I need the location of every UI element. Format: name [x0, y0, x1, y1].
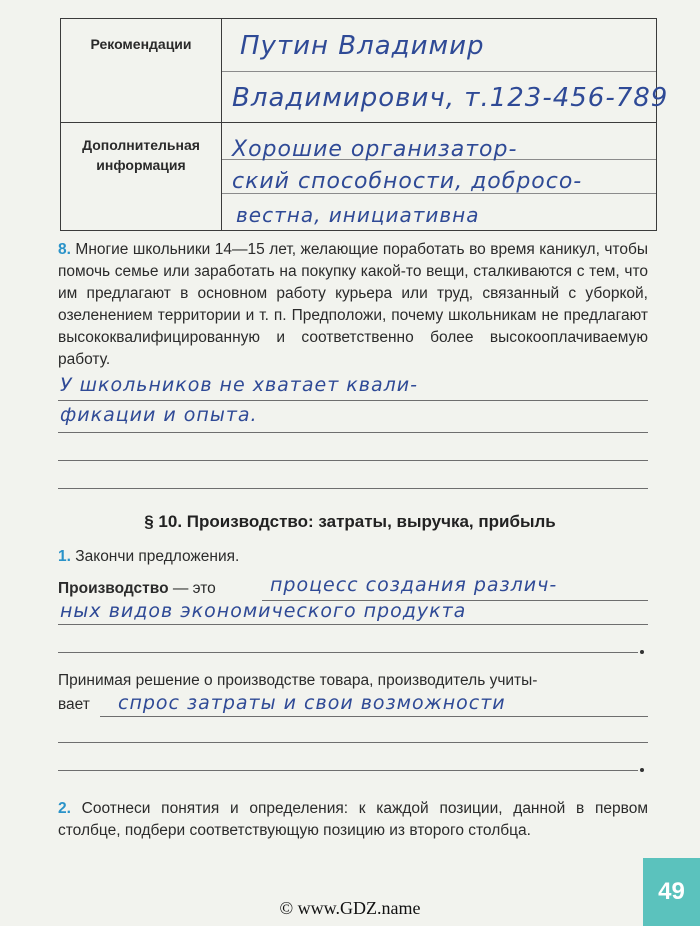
sentence-1 — [58, 580, 216, 598]
answer-line — [58, 488, 648, 489]
period-mark — [640, 650, 644, 654]
handwritten-text: Владимирович, т.123-456-789 — [232, 83, 669, 113]
answer-line — [58, 770, 638, 771]
answer-line — [58, 624, 648, 625]
task-number: 2. — [58, 800, 71, 817]
resume-table — [60, 18, 669, 231]
handwritten-text: Путин Владимир — [240, 31, 485, 61]
handwritten-text: ский способности, добросо- — [232, 169, 583, 194]
sentence-2: Принимая решение о производстве товара, производитель учиты- — [58, 672, 538, 689]
handwritten-text: вестна, инициативна — [236, 203, 480, 227]
answer-line — [58, 460, 648, 461]
task-number: 1. — [58, 548, 71, 565]
handwritten-answer: процесс создания различ- — [270, 574, 558, 596]
answer-line — [58, 652, 638, 653]
table-row — [61, 19, 657, 123]
period-mark — [640, 768, 644, 772]
term: Производство — [58, 580, 169, 597]
handwritten-answer: фикации и опыта. — [60, 404, 258, 426]
task-1-text — [58, 546, 648, 568]
task-body: Соотнеси понятия и определения: к каждой позиции, данной в первом столбце, подбери соответствующую позицию из второго столбца. — [58, 800, 648, 839]
answer-line — [58, 432, 648, 433]
task-number: 8. — [58, 241, 71, 258]
answer-line — [58, 742, 648, 743]
task-body: Многие школьники 14—15 лет, желающие поработать во время каникул, чтобы помочь семье или заработать на покупку какой-то вещи, сталкиваются с тем, что им предлагают в основном работу курьера или труд, связанный с уборкой, озеленением территории и т. п. Предположи, почему школьникам не предлагают высококвалифицированную и соответственно более высокооплачиваемую работу. — [58, 241, 648, 368]
row-value — [222, 123, 657, 231]
row-label: Рекомендации — [61, 19, 222, 123]
task-8-text — [58, 239, 648, 371]
table-row — [61, 123, 657, 231]
task-2-text — [58, 798, 648, 842]
sentence-2-lead: вает — [58, 696, 90, 713]
section-title: § 10. Производство: затраты, выручка, прибыль — [144, 512, 556, 531]
watermark-footer: © www.GDZ.name — [279, 898, 421, 918]
handwritten-answer: спрос затраты и свои возможности — [118, 692, 506, 714]
handwritten-answer: ных видов экономического продукта — [60, 600, 467, 622]
answer-line — [100, 716, 648, 717]
task-body: Закончи предложения. — [75, 548, 240, 565]
answer-line — [58, 400, 648, 401]
row-value — [222, 19, 669, 123]
page-number: 49 — [643, 858, 700, 926]
sentence-text: — это — [168, 580, 216, 597]
handwritten-text: Хорошие организатор- — [232, 137, 518, 162]
row-label: Дополнительная информация — [61, 123, 222, 231]
handwritten-answer: У школьников не хватает квали- — [60, 374, 418, 396]
